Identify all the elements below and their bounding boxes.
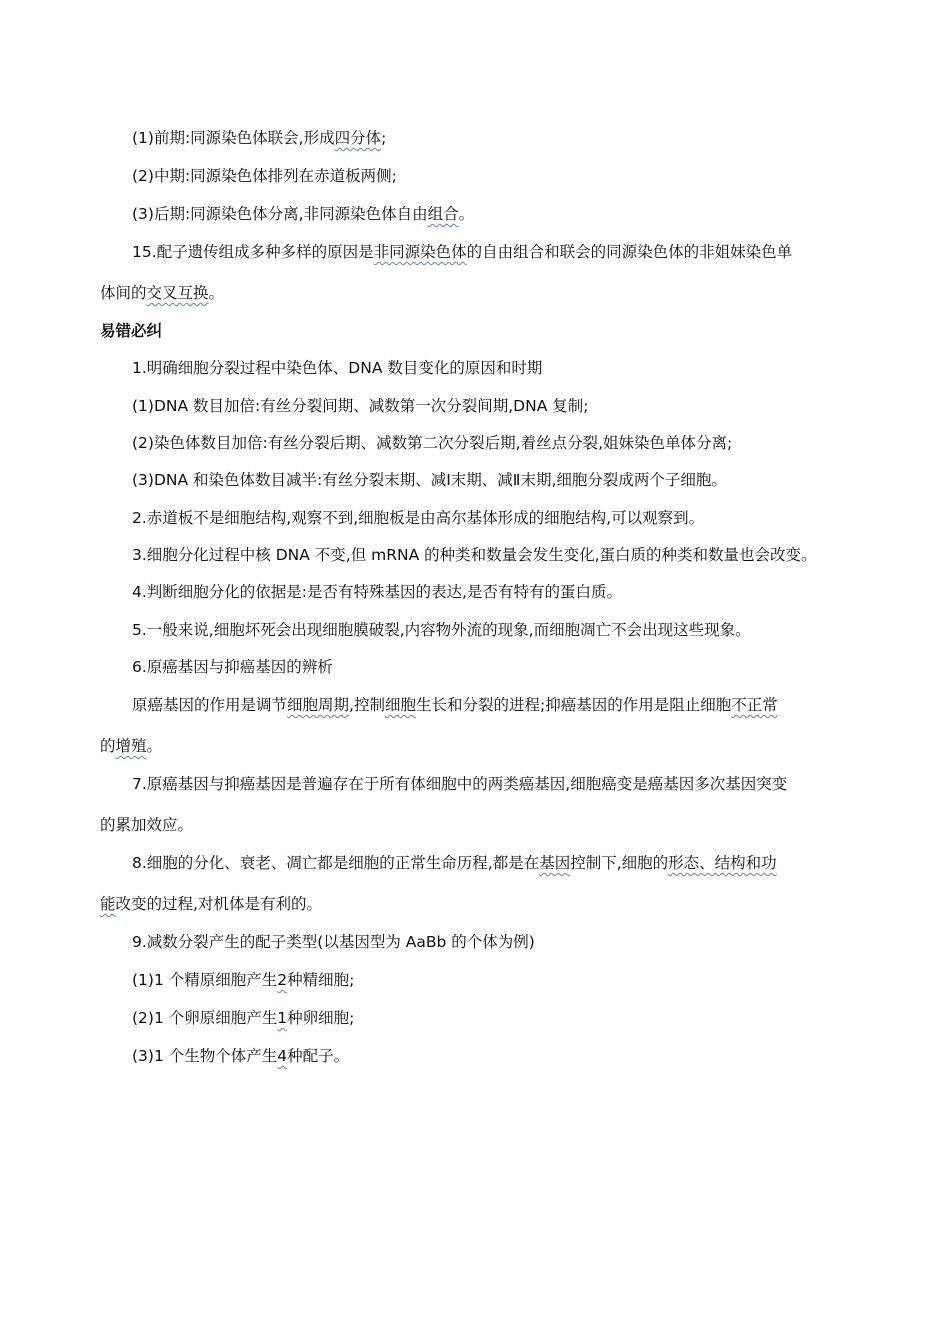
text-line: 的增殖。 — [100, 737, 163, 755]
text-line: (2)染色体数目加倍:有丝分裂后期、减数第二次分裂后期,着丝点分裂,姐妹染色单体分离; — [132, 434, 733, 452]
text-line: 7.原癌基因与抑癌基因是普遍存在于所有体细胞中的两类癌基因,细胞癌变是癌基因多次基因突变 — [132, 775, 788, 793]
text-line: 体间的交叉互换。 — [100, 284, 225, 302]
text-line: 4.判断细胞分化的依据是:是否有特殊基因的表达,是否有特有的蛋白质。 — [132, 583, 622, 601]
text-line: 的累加效应。 — [100, 816, 194, 834]
text-line: 能改变的过程,对机体是有利的。 — [100, 895, 322, 913]
text-line: 8.细胞的分化、衰老、凋亡都是细胞的正常生命历程,都是在基因控制下,细胞的形态、结构和功 — [132, 854, 777, 872]
text-line: 5.一般来说,细胞坏死会出现细胞膜破裂,内容物外流的现象,而细胞凋亡不会出现这些现象。 — [132, 621, 751, 639]
text-line: 9.减数分裂产生的配子类型(以基因型为 AaBb 的个体为例) — [132, 933, 535, 951]
text-line: 原癌基因的作用是调节细胞周期,控制细胞生长和分裂的进程;抑癌基因的作用是阻止细胞不正常 — [132, 696, 778, 714]
section-heading: 易错必纠 — [100, 322, 163, 340]
text-line: (2)1 个卵原细胞产生1种卵细胞; — [132, 1009, 355, 1027]
text-line: (3)后期:同源染色体分离,非同源染色体自由组合。 — [132, 205, 475, 223]
text-line: (1)DNA 数目加倍:有丝分裂间期、减数第一次分裂间期,DNA 复制; — [132, 397, 589, 415]
text-line: (2)中期:同源染色体排列在赤道板两侧; — [132, 167, 397, 185]
text-line: 1.明确细胞分裂过程中染色体、DNA 数目变化的原因和时期 — [132, 359, 543, 377]
text-line: (1)前期:同源染色体联会,形成四分体; — [132, 129, 387, 147]
text-line: (3)DNA 和染色体数目减半:有丝分裂末期、减Ⅰ末期、减Ⅱ末期,细胞分裂成两个子细胞。 — [132, 471, 727, 489]
text-line: 3.细胞分化过程中核 DNA 不变,但 mRNA 的种类和数量会发生变化,蛋白质的种类和数量也会改变。 — [132, 546, 817, 564]
text-line: 2.赤道板不是细胞结构,观察不到,细胞板是由高尔基体形成的细胞结构,可以观察到。 — [132, 509, 705, 527]
text-line: (3)1 个生物个体产生4种配子。 — [132, 1047, 350, 1065]
text-line: 6.原癌基因与抑癌基因的辨析 — [132, 658, 333, 676]
text-line: (1)1 个精原细胞产生2种精细胞; — [132, 971, 355, 989]
text-line: 15.配子遗传组成多种多样的原因是非同源染色体的自由组合和联会的同源染色体的非姐妹染色单 — [132, 243, 793, 261]
